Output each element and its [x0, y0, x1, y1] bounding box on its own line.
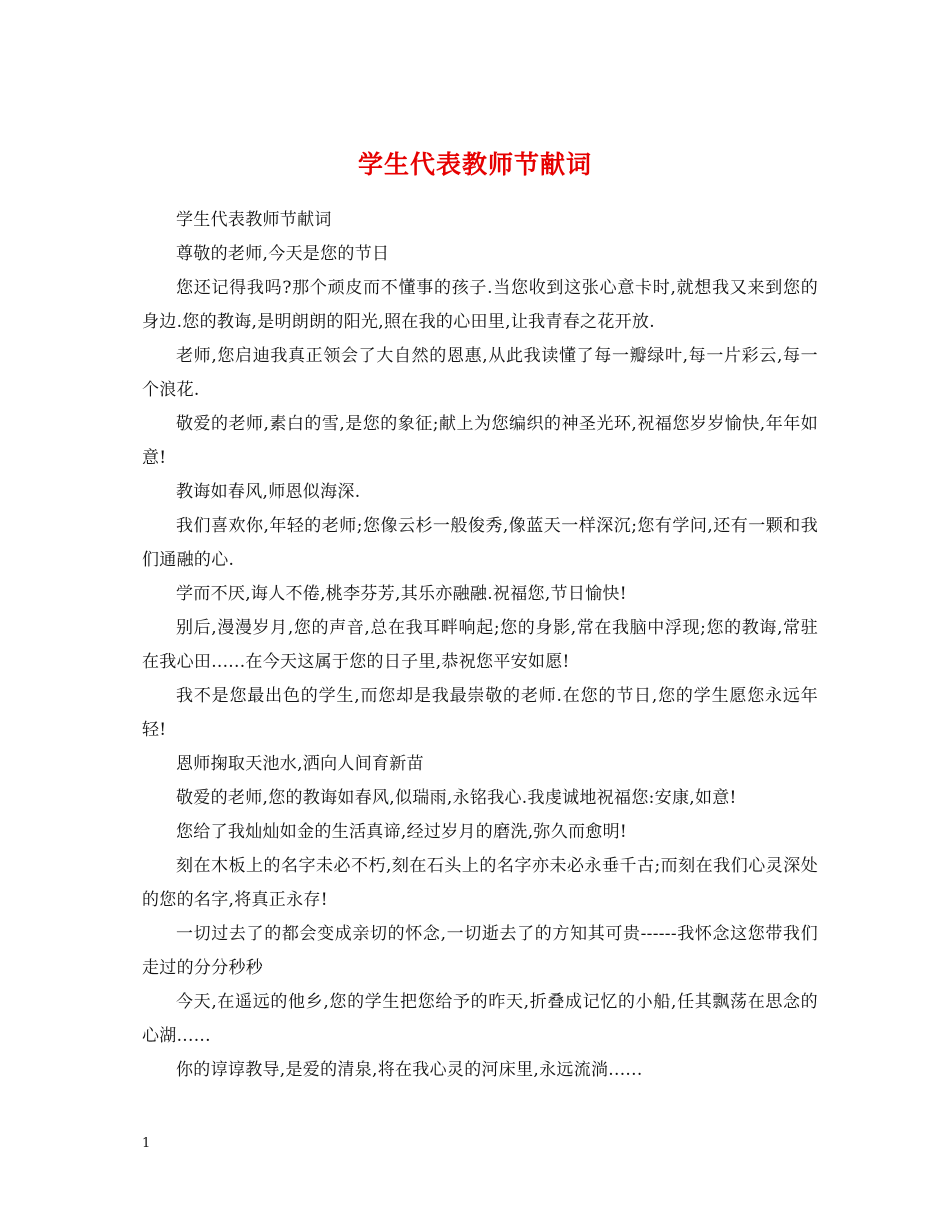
paragraph: 尊敬的老师,今天是您的节日	[176, 244, 390, 264]
page-number: 1	[142, 1136, 151, 1151]
paragraph: 敬爱的老师,您的教诲如春风,似瑞雨,永铭我心.我虔诚地祝福您:安康,如意!	[176, 788, 737, 808]
paragraph: 敬爱的老师,素白的雪,是您的象征;献上为您编织的神圣光环,祝福您岁岁愉快,年年如意!	[142, 414, 818, 468]
document-title: 学生代表教师节献词	[357, 149, 592, 179]
paragraph: 您还记得我吗?那个顽皮而不懂事的孩子.当您收到这张心意卡时,就想我又来到您的身边.您的教诲,是明朗朗的阳光,照在我的心田里,让我青春之花开放.	[142, 278, 818, 332]
paragraph: 恩师掬取天池水,洒向人间育新苗	[176, 754, 424, 774]
paragraph: 刻在木板上的名字未必不朽,刻在石头上的名字亦未必永垂千古;而刻在我们心灵深处的您的名字,将真正永存!	[142, 856, 818, 910]
paragraph: 今天,在遥远的他乡,您的学生把您给予的昨天,折叠成记忆的小船,任其飘荡在思念的心湖......	[142, 992, 818, 1046]
paragraph: 别后,漫漫岁月,您的声音,总在我耳畔响起;您的身影,常在我脑中浮现;您的教诲,常驻在我心田......在今天这属于您的日子里,恭祝您平安如愿!	[142, 618, 818, 672]
paragraph: 教诲如春风,师恩似海深.	[176, 482, 361, 502]
paragraph: 一切过去了的都会变成亲切的怀念,一切逝去了的方知其可贵------我怀念这您带我们走过的分分秒秒	[142, 924, 818, 978]
paragraph: 学而不厌,诲人不倦,桃李芬芳,其乐亦融融.祝福您,节日愉快!	[176, 584, 627, 604]
paragraph: 你的谆谆教导,是爱的清泉,将在我心灵的河床里,永远流淌......	[176, 1060, 643, 1080]
paragraph: 老师,您启迪我真正领会了大自然的恩惠,从此我读懂了每一瓣绿叶,每一片彩云,每一个浪花.	[142, 346, 818, 400]
paragraph: 我们喜欢你,年轻的老师;您像云杉一般俊秀,像蓝天一样深沉;您有学问,还有一颗和我们通融的心.	[142, 516, 818, 570]
paragraph: 学生代表教师节献词	[176, 210, 332, 230]
paragraph: 我不是您最出色的学生,而您却是我最崇敬的老师.在您的节日,您的学生愿您永远年轻!	[142, 686, 818, 740]
paragraph: 您给了我灿灿如金的生活真谛,经过岁月的磨洗,弥久而愈明!	[176, 822, 628, 842]
document-body	[142, 203, 818, 1087]
